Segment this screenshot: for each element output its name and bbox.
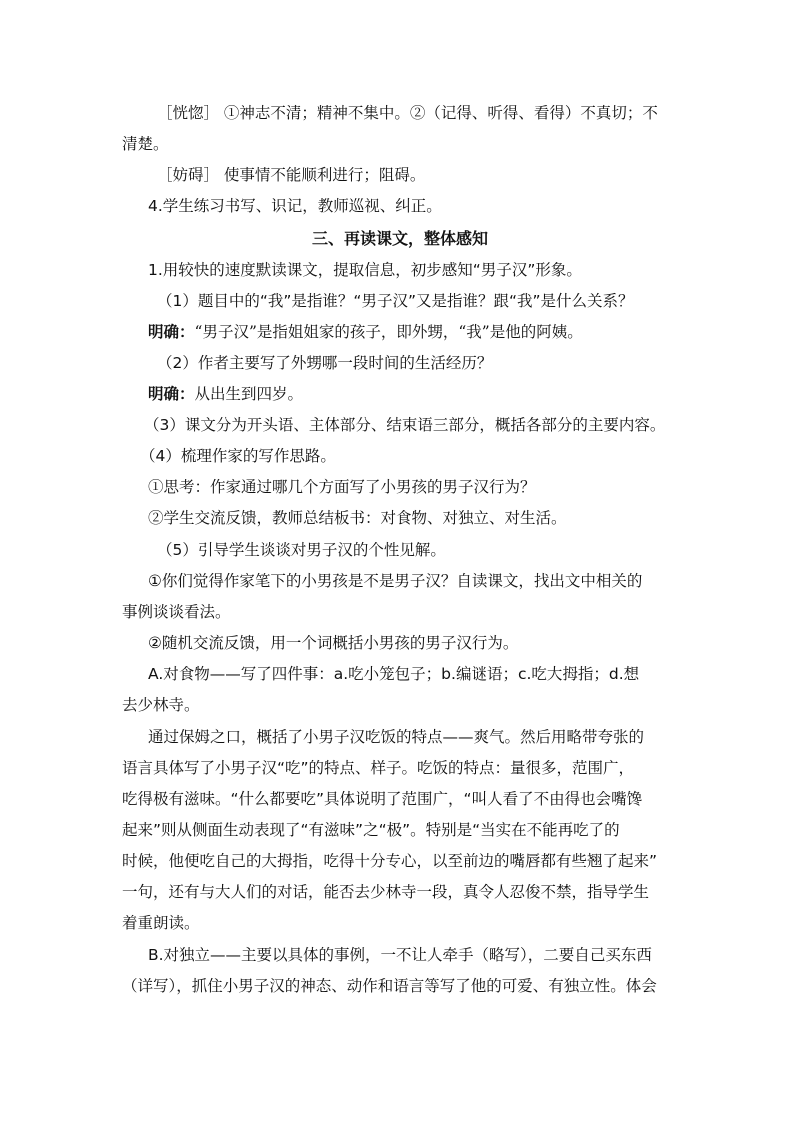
think-item: ①思考：作家通过哪几个方面写了小男孩的男子汉行为？ [148,478,536,496]
answer-text: “男子汉”是指姐姐家的孩子，即外甥，“我”是他的阿姨。 [194,323,583,341]
analysis-para-line2: 语言具体写了小男子汉“吃”的特点、样子。吃饭的特点：量很多，范围广， [122,759,635,777]
task-1: 1.用较快的速度默读课文，提取信息，初步感知“男子汉”形象。 [148,261,582,279]
answer-2 [148,384,303,404]
term-huanghu-line1: ［恍惚］ ①神志不清；精神不集中。②（记得、听得、看得）不真切；不 [157,104,658,122]
answer-label: 明确： [148,385,195,403]
analysis-para-line3: 吃得极有滋味。“什么都要吃”具体说明了范围广，“叫人看了不由得也会嘴馋 [122,790,643,808]
question-3: （3）课文分为开头语、主体部分、结束语三部分，概括各部分的主要内容。 [144,416,666,434]
question-2: （2）作者主要写了外甥哪一段时间的生活经历？ [157,354,493,372]
discussion-item-1-line1: ①你们觉得作家笔下的小男孩是不是男子汉？自读课文，找出文中相关的 [148,572,643,590]
analysis-para-line4: 起来”则从侧面生动表现了“有滋味”之“极”。特别是“当实在不能再吃了的 [122,821,620,839]
answer-text: 从出生到四岁。 [194,385,304,403]
answer-label: 明确： [148,323,195,341]
analysis-para-line5: 时候，他便吃自己的大拇指，吃得十分专心，以至前边的嘴唇都有些翘了起来” [122,852,658,870]
discussion-item-2: ②随机交流反馈，用一个词概括小男孩的男子汉行为。 [148,634,519,652]
answer-1 [148,322,583,342]
food-item-line1: A.对食物——写了四件事：a.吃小笼包子；b.编谜语；c.吃大拇指；d.想 [148,665,640,683]
step-4: 4.学生练习书写、识记，教师巡视、纠正。 [148,197,442,215]
analysis-para-line7: 着重朗读。 [122,914,200,932]
discussion-item-1-line2: 事例谈谈看法。 [122,603,231,621]
analysis-para-line1: 通过保姆之口，概括了小男子汉吃饭的特点——爽气。然后用略带夸张的 [148,728,645,746]
independence-item-line2: （详写），抓住小男子汉的神态、动作和语言等写了他的可爱、有独立性。体会 [122,977,657,995]
analysis-para-line6: 一句，还有与大人们的对话，能否去少林寺一段，真令人忍俊不禁，指导学生 [122,883,650,901]
question-4: （4）梳理作家的写作思路。 [140,447,336,465]
independence-item-line1: B.对独立——主要以具体的事例，一不让人牵手（略写），二要自己买东西 [148,946,652,964]
question-5: （5）引导学生谈谈对男子汉的个性见解。 [157,541,446,559]
section-heading: 三、再读课文，整体感知 [312,229,489,248]
term-huanghu-line2: 清楚。 [122,135,169,153]
food-item-line2: 去少林寺。 [122,696,200,714]
question-1: （1）题目中的“我”是指谁？“男子汉”又是指谁？跟“我”是什么关系？ [157,292,634,310]
term-fangai: ［妨碍］ 使事情不能顺利进行；阻碍。 [157,166,426,184]
feedback-item: ②学生交流反馈，教师总结板书：对食物、对独立、对生活。 [148,509,567,527]
